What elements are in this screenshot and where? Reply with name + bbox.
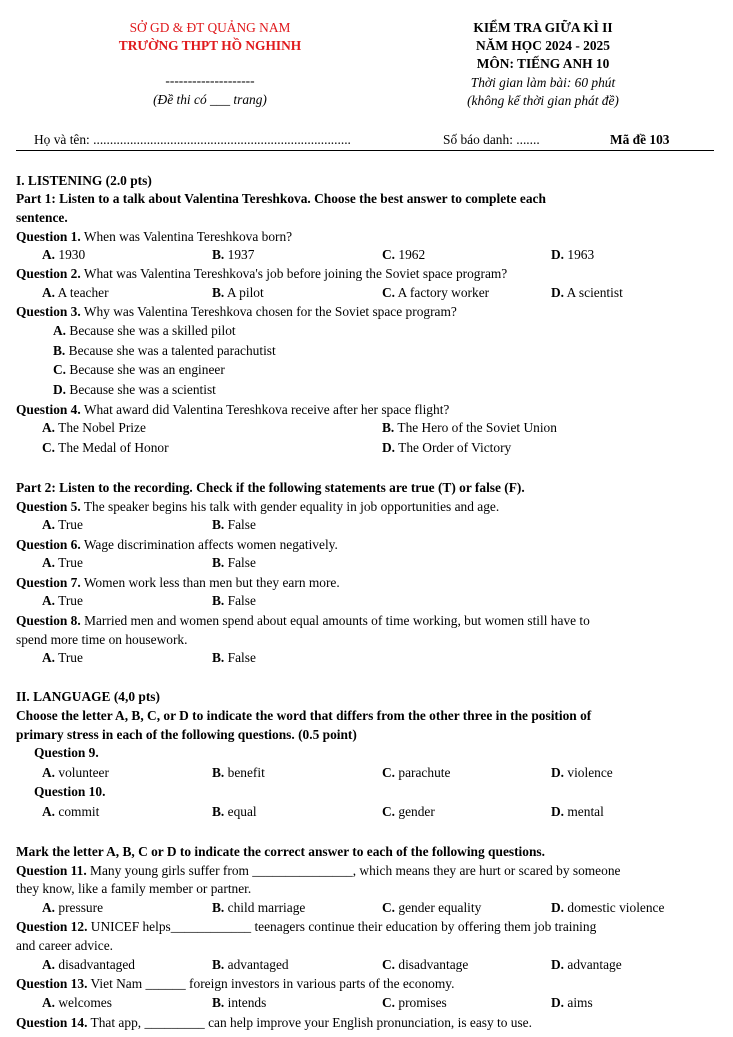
q5-option-b[interactable]: B. False — [212, 517, 256, 532]
q12-option-c[interactable]: C. disadvantage — [382, 957, 469, 972]
q9-option-b[interactable]: B. benefit — [212, 765, 265, 780]
name-field: Họ và tên: ............................................................................. — [34, 132, 351, 147]
q3-option-d[interactable]: D. Because she was a scientist — [53, 382, 216, 397]
q11-option-b[interactable]: B. child marriage — [212, 900, 306, 915]
question-11: Question 11. Many young girls suffer from _______________, which means they are hurt or scared by someone — [16, 863, 621, 878]
q10-option-a[interactable]: A. commit — [42, 804, 100, 819]
question-12-cont: and career advice. — [16, 938, 114, 953]
q13-option-a[interactable]: A. welcomes — [42, 995, 112, 1010]
part1-instruction-cont: sentence. — [16, 210, 68, 225]
q12-option-d[interactable]: D. advantage — [551, 957, 622, 972]
header-divider — [16, 150, 714, 151]
question-3: Question 3. Why was Valentina Tereshkova chosen for the Soviet space program? — [16, 304, 457, 319]
school-year: NĂM HỌC 2024 - 2025 — [476, 38, 610, 53]
q9-option-c[interactable]: C. parachute — [382, 765, 451, 780]
question-7: Question 7. Women work less than men but they earn more. — [16, 575, 340, 590]
q11-option-c[interactable]: C. gender equality — [382, 900, 482, 915]
q4-option-b[interactable]: B. The Hero of the Soviet Union — [382, 420, 557, 435]
section-listening-title: I. LISTENING (2.0 pts) — [16, 173, 152, 188]
question-9: Question 9. — [34, 745, 99, 760]
q5-option-a[interactable]: A. True — [42, 517, 83, 532]
question-8: Question 8. Married men and women spend about equal amounts of time working, but women still have to — [16, 613, 590, 628]
q6-option-b[interactable]: B. False — [212, 555, 256, 570]
q3-option-a[interactable]: A. Because she was a skilled pilot — [53, 323, 236, 338]
question-11-cont: they know, like a family member or partner. — [16, 881, 252, 896]
q1-option-a[interactable]: A. 1930 — [42, 247, 86, 262]
q2-option-b[interactable]: B. A pilot — [212, 285, 264, 300]
q3-option-b[interactable]: B. Because she was a talented parachutist — [53, 343, 276, 358]
question-5: Question 5. The speaker begins his talk with gender equality in job opportunities and age. — [16, 499, 500, 514]
question-10: Question 10. — [34, 784, 106, 799]
q2-option-d[interactable]: D. A scientist — [551, 285, 623, 300]
subject: MÔN: TIẾNG ANH 10 — [476, 56, 610, 71]
exam-time: Thời gian làm bài: 60 phút — [470, 75, 616, 90]
department-name: SỞ GD & ĐT QUẢNG NAM — [129, 20, 291, 35]
candidate-id-field: Số báo danh: ....... — [443, 132, 540, 147]
stress-instruction: Choose the letter A, B, C, or D to indicate the word that differs from the other three in the position of — [16, 708, 592, 723]
q10-option-c[interactable]: C. gender — [382, 804, 435, 819]
q6-option-a[interactable]: A. True — [42, 555, 83, 570]
mcq-instruction: Mark the letter A, B, C or D to indicate the correct answer to each of the following questions. — [16, 844, 545, 859]
q7-option-b[interactable]: B. False — [212, 593, 256, 608]
question-13: Question 13. Viet Nam ______ foreign investors in various parts of the economy. — [16, 976, 455, 991]
q8-option-b[interactable]: B. False — [212, 650, 256, 665]
q3-option-c[interactable]: C. Because she was an engineer — [53, 362, 225, 377]
q4-option-a[interactable]: A. The Nobel Prize — [42, 420, 146, 435]
q13-option-b[interactable]: B. intends — [212, 995, 267, 1010]
q11-option-d[interactable]: D. domestic violence — [551, 900, 665, 915]
q10-option-b[interactable]: B. equal — [212, 804, 257, 819]
stress-instruction-cont: primary stress in each of the following questions. (0.5 point) — [16, 727, 357, 742]
q4-option-d[interactable]: D. The Order of Victory — [382, 440, 512, 455]
q2-option-a[interactable]: A. A teacher — [42, 285, 109, 300]
q1-option-b[interactable]: B. 1937 — [212, 247, 255, 262]
part1-instruction: Part 1: Listen to a talk about Valentina Tereshkova. Choose the best answer to complete each — [16, 191, 546, 206]
school-name: TRƯỜNG THPT HỒ NGHINH — [118, 38, 302, 53]
q12-option-b[interactable]: B. advantaged — [212, 957, 289, 972]
exam-code: Mã đề 103 — [610, 132, 670, 147]
q13-option-d[interactable]: D. aims — [551, 995, 593, 1010]
question-1: Question 1. When was Valentina Tereshkova born? — [16, 229, 293, 244]
page-count-note: (Đề thi có ___ trang) — [153, 92, 267, 107]
q9-option-d[interactable]: D. violence — [551, 765, 613, 780]
q7-option-a[interactable]: A. True — [42, 593, 83, 608]
question-6: Question 6. Wage discrimination affects women negatively. — [16, 537, 338, 552]
q11-option-a[interactable]: A. pressure — [42, 900, 104, 915]
q4-option-c[interactable]: C. The Medal of Honor — [42, 440, 169, 455]
header-dashes: -------------------- — [165, 73, 255, 88]
question-14: Question 14. That app, _________ can help improve your English pronunciation, is easy to use. — [16, 1015, 532, 1030]
q8-option-a[interactable]: A. True — [42, 650, 83, 665]
q1-option-d[interactable]: D. 1963 — [551, 247, 595, 262]
question-4: Question 4. What award did Valentina Tereshkova receive after her space flight? — [16, 402, 450, 417]
q2-option-c[interactable]: C. A factory worker — [382, 285, 490, 300]
exam-title: KIỂM TRA GIỮA KÌ II — [473, 20, 613, 35]
question-12: Question 12. UNICEF helps____________ teenagers continue their education by offering them job training — [16, 919, 597, 934]
question-8-cont: spend more time on housework. — [16, 632, 188, 647]
q13-option-c[interactable]: C. promises — [382, 995, 447, 1010]
exam-time-note: (không kể thời gian phát đề) — [467, 93, 619, 108]
q1-option-c[interactable]: C. 1962 — [382, 247, 426, 262]
question-2: Question 2. What was Valentina Tereshkova's job before joining the Soviet space program? — [16, 266, 508, 281]
section-language-title: II. LANGUAGE (4,0 pts) — [16, 689, 160, 704]
q9-option-a[interactable]: A. volunteer — [42, 765, 109, 780]
part2-instruction: Part 2: Listen to the recording. Check if the following statements are true (T) or false (F). — [16, 480, 525, 495]
q10-option-d[interactable]: D. mental — [551, 804, 604, 819]
q12-option-a[interactable]: A. disadvantaged — [42, 957, 135, 972]
